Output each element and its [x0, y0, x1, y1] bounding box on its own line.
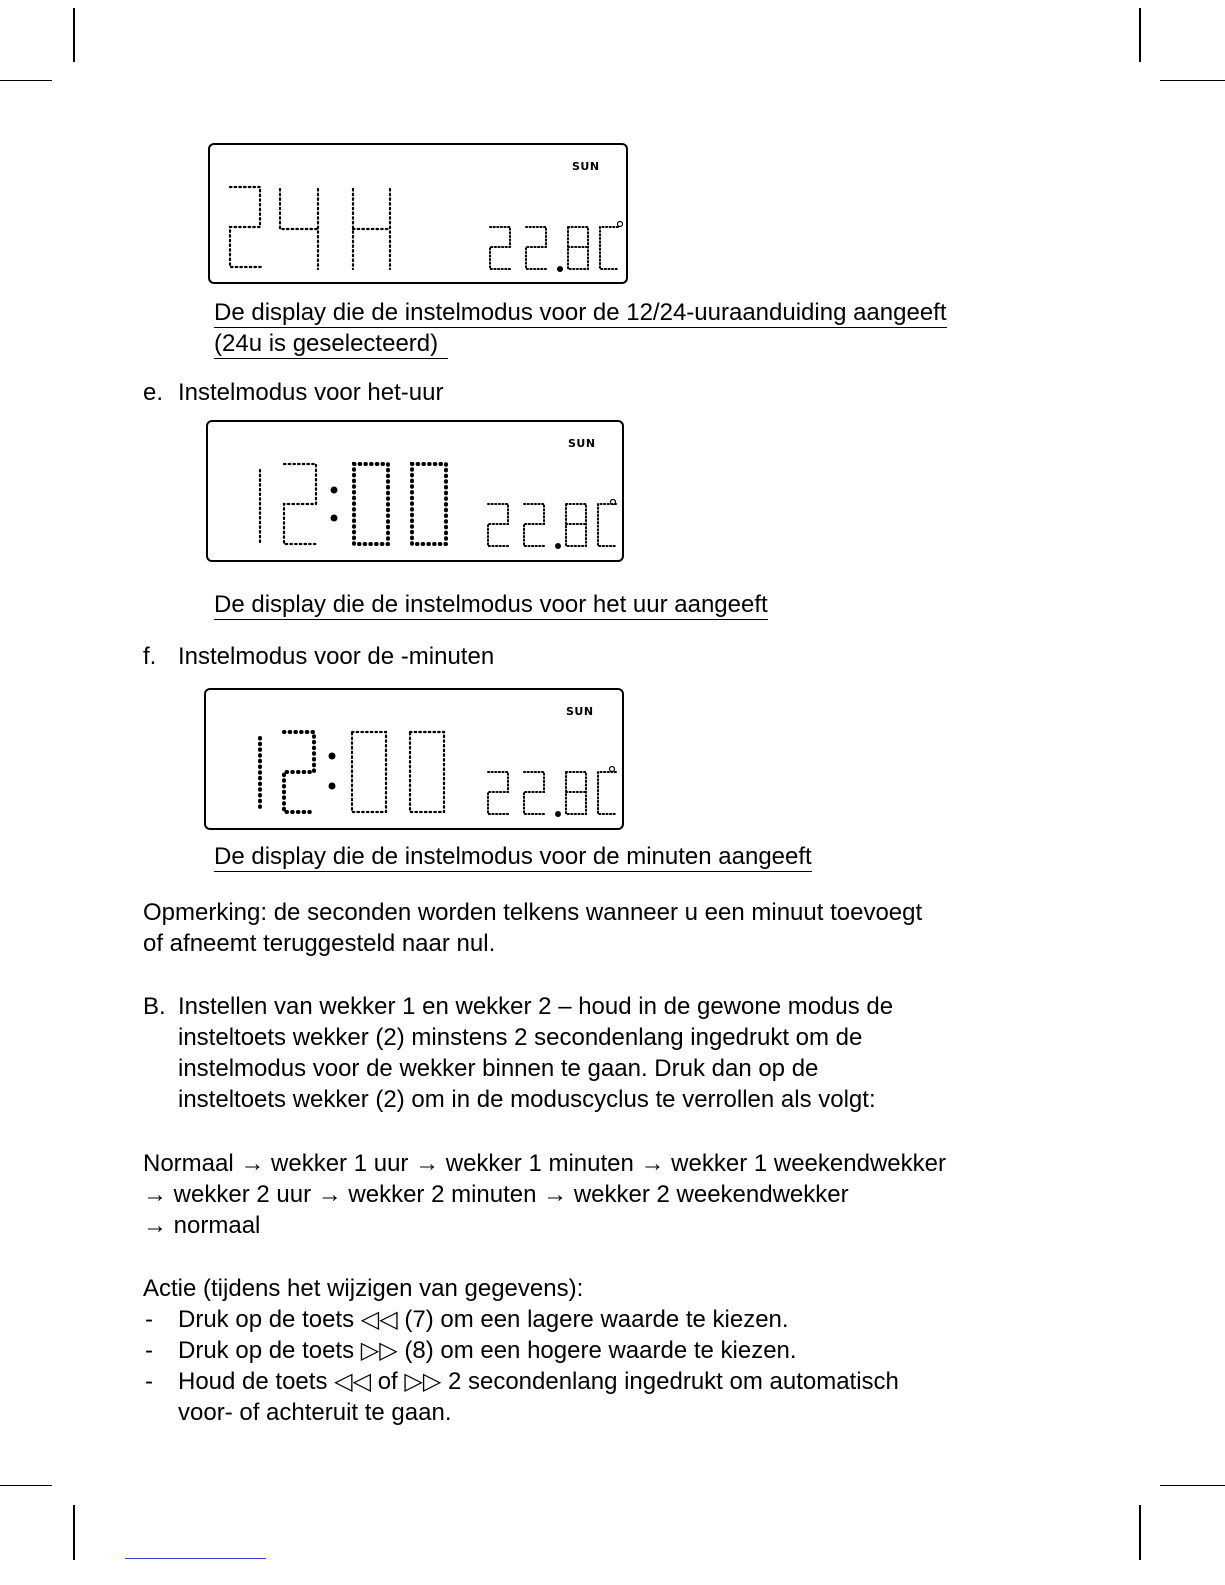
crop-mark — [1139, 1505, 1141, 1560]
actions-title: Actie (tijdens het wijzigen van gegevens): — [143, 1275, 584, 1302]
item-marker: f. — [143, 643, 157, 670]
crop-mark — [1160, 80, 1225, 81]
crop-mark — [73, 1505, 75, 1560]
display-caption: De display die de instelmodus voor de 12/24-uuraanduiding aangeeft — [214, 299, 947, 326]
section-marker: B. — [143, 993, 166, 1020]
lcd-display-24h — [208, 143, 628, 284]
display-caption-line2: (24u is geselecteerd) — [214, 329, 448, 359]
display-caption: De display die de instelmodus voor het uur aangeeft — [214, 591, 768, 618]
section-b-line: instelmodus voor de wekker binnen te gaan. Druk dan op de — [178, 1055, 819, 1082]
lcd-day-label: SUN — [566, 705, 594, 718]
item-text: Instelmodus voor het-uur — [178, 379, 444, 406]
bullet-text: voor- of achteruit te gaan. — [178, 1399, 452, 1426]
bullet-dash: - — [145, 1337, 153, 1364]
lcd-main-readout — [256, 462, 289, 463]
lcd-day-label: SUN — [568, 437, 596, 450]
lcd-temperature — [486, 223, 489, 224]
bullet-text: Druk op de toets ◁◁ (7) om een lagere waarde te kiezen. — [178, 1306, 789, 1333]
lcd-segments — [208, 422, 622, 560]
lcd-segments — [210, 145, 626, 282]
lcd-display-hour — [206, 420, 624, 562]
lcd-main-readout — [256, 730, 289, 731]
note-line: of afneemt teruggesteld naar nul. — [143, 930, 496, 957]
bullet-text: Druk op de toets ▷▷ (8) om een hogere waarde te kiezen. — [178, 1337, 797, 1364]
lcd-main-readout — [220, 183, 240, 184]
bullet-dash: - — [145, 1368, 153, 1395]
crop-mark — [1139, 8, 1141, 62]
crop-mark — [0, 80, 52, 81]
lcd-day-label: SUN — [572, 160, 600, 173]
lcd-display-minutes — [204, 688, 624, 830]
cycle-line: Normaal → wekker 1 uur → wekker 1 minuten → wekker 1 weekendwekker — [143, 1150, 946, 1177]
crop-mark — [0, 1485, 52, 1486]
lcd-temperature — [484, 500, 487, 501]
bullet-dash: - — [145, 1306, 153, 1333]
crop-mark — [1160, 1485, 1225, 1486]
bullet-text: Houd de toets ◁◁ of ▷▷ 2 secondenlang ingedrukt om automatisch — [178, 1368, 899, 1395]
section-b-line: Instellen van wekker 1 en wekker 2 – houd in de gewone modus de — [178, 993, 894, 1020]
lcd-temperature — [484, 768, 487, 769]
footer-rule — [125, 1558, 266, 1559]
section-b-line: insteltoets wekker (2) om in de moduscyclus te verrollen als volgt: — [178, 1086, 876, 1113]
display-caption: De display die de instelmodus voor de minuten aangeeft — [214, 843, 812, 870]
cycle-line: → wekker 2 uur → wekker 2 minuten → wekker 2 weekendwekker — [143, 1181, 849, 1208]
cycle-line: → normaal — [143, 1212, 261, 1239]
item-marker: e. — [143, 379, 164, 406]
crop-mark — [73, 8, 75, 62]
note-line: Opmerking: de seconden worden telkens wanneer u een minuut toevoegt — [143, 899, 923, 926]
item-text: Instelmodus voor de -minuten — [178, 643, 495, 670]
lcd-segments — [206, 690, 622, 828]
section-b-line: insteltoets wekker (2) minstens 2 secondenlang ingedrukt om de — [178, 1024, 863, 1051]
